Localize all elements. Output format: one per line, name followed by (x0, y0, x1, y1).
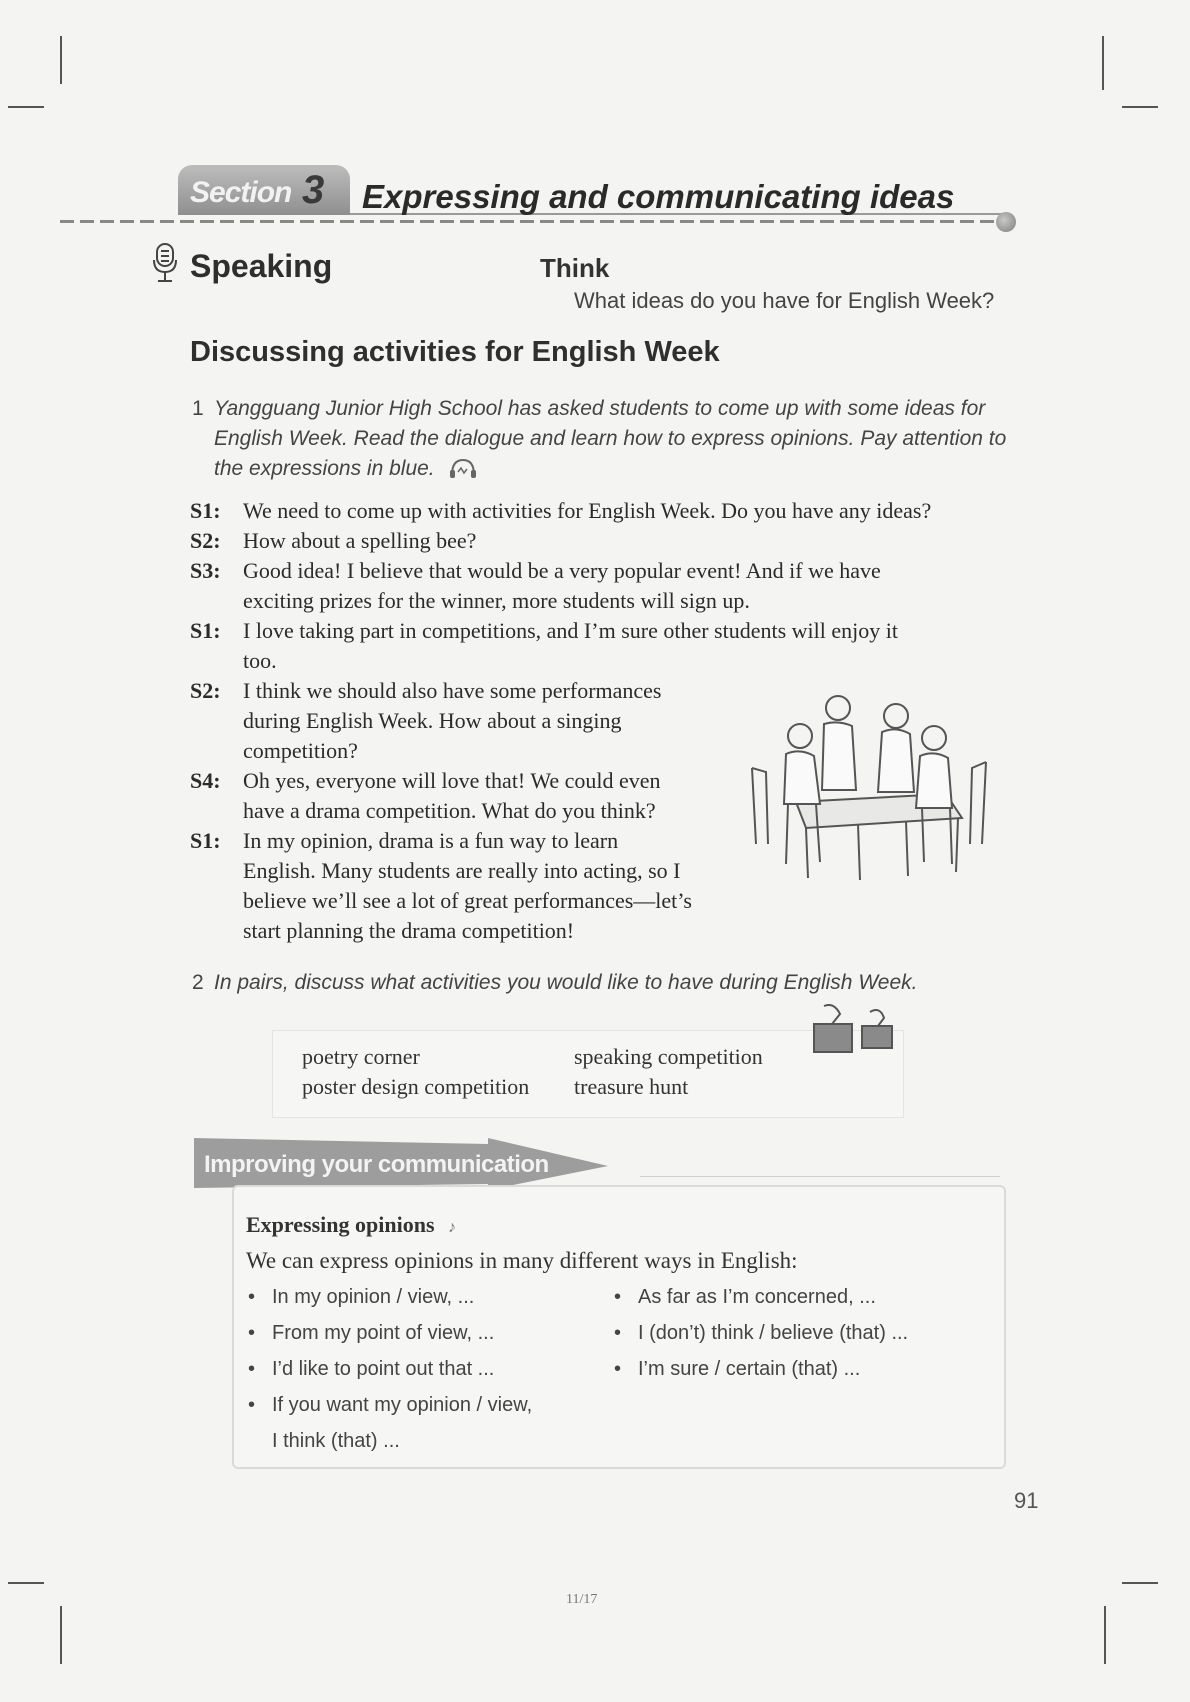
improving-banner-text: Improving your communication (204, 1151, 549, 1178)
opinion-phrase: • From my point of view, ... (248, 1322, 495, 1344)
expressing-opinions-intro: We can express opinions in many different ways in English: (246, 1248, 798, 1273)
crop-mark (1122, 106, 1158, 108)
task2-text: In pairs, discuss what activities you would like to have during English Week. (214, 971, 918, 994)
section-title: Expressing and communicating ideas (362, 178, 955, 215)
task2-instructions (192, 968, 1014, 998)
dialogue-speaker: S2: (190, 678, 221, 703)
section-number: 3 (302, 168, 325, 212)
opinion-phrase: • I’d like to point out that ... (248, 1358, 495, 1380)
crop-mark (1104, 1606, 1106, 1664)
dialogue-line: too. (243, 648, 277, 673)
task1-number: 1 (192, 397, 204, 420)
topic-heading: Discussing activities for English Week (190, 336, 720, 368)
crop-mark (1102, 36, 1104, 90)
dialogue-line: How about a spelling bee? (243, 528, 477, 553)
dialogue-line: competition? (243, 738, 358, 763)
think-label: Think (540, 253, 610, 283)
dialogue-line: Oh yes, everyone will love that! We could even (243, 768, 661, 793)
dialogue-line: during English Week. How about a singing (243, 708, 622, 733)
dialogue-line: start planning the drama competition! (243, 918, 575, 943)
crop-mark (60, 1606, 62, 1664)
task2-number: 2 (192, 971, 204, 994)
task1-instructions (192, 394, 1014, 484)
crop-mark (8, 106, 44, 108)
dialogue-line: In my opinion, drama is a fun way to learn (243, 828, 619, 853)
dialogue-line: believe we’ll see a lot of great performances—let’s (243, 888, 692, 913)
dialogue-line: I love taking part in competitions, and I’m sure other students will enjoy it (243, 618, 898, 643)
headphones-icon[interactable] (448, 457, 478, 479)
opinion-phrase: • I (don’t) think / believe (that) ... (614, 1322, 909, 1344)
footer-page-count: 11/17 (566, 1592, 598, 1607)
opinion-phrase: • If you want my opinion / view, (248, 1394, 533, 1416)
dialogue-line: We need to come up with activities for English Week. Do you have any ideas? (243, 498, 932, 523)
activity-option: poetry corner (302, 1044, 420, 1069)
dialogue-speaker: S1: (190, 618, 221, 643)
dialogue-line: I think we should also have some performances (243, 678, 662, 703)
banner-dashed-line (60, 220, 1010, 223)
dialogue-speaker: S4: (190, 768, 221, 793)
activity-option: poster design competition (302, 1074, 530, 1099)
binder-clip-icon (810, 1004, 896, 1056)
task1-line: English Week. Read the dialogue and learn how to express opinions. Pay attention to (214, 427, 1007, 450)
dialogue-line: exciting prizes for the winner, more students will sign up. (243, 588, 750, 613)
think-question: What ideas do you have for English Week? (574, 288, 995, 313)
audio-icon[interactable]: ♪ (448, 1219, 457, 1236)
dialogue-speaker: S1: (190, 828, 221, 853)
activity-option: treasure hunt (574, 1074, 689, 1099)
dialogue-line: English. Many students are really into acting, so I (243, 858, 681, 883)
improving-divider (640, 1176, 1000, 1177)
dialogue-line: have a drama competition. What do you think? (243, 798, 656, 823)
expressing-opinions-title: Expressing opinions ♪ (246, 1212, 457, 1237)
speaking-heading: Speaking (190, 248, 333, 284)
task1-line: Yangguang Junior High School has asked students to come up with some ideas for (214, 397, 986, 420)
microphone-icon (152, 236, 178, 286)
students-discussion-illustration (746, 694, 998, 886)
opinion-phrase-continued: I think (that) ... (272, 1430, 400, 1452)
dialogue-speaker: S3: (190, 558, 221, 583)
crop-mark (60, 36, 62, 84)
activity-option: speaking competition (574, 1044, 763, 1069)
dialogue-speaker: S1: (190, 498, 221, 523)
opinion-phrase: • As far as I’m concerned, ... (614, 1286, 876, 1308)
banner-dot (996, 212, 1016, 232)
section-label: Section (190, 176, 292, 209)
page-number: 91 (1014, 1488, 1039, 1513)
crop-mark (8, 1582, 44, 1584)
opinion-phrase: • In my opinion / view, ... (248, 1286, 475, 1308)
dialogue-line: Good idea! I believe that would be a very popular event! And if we have (243, 558, 881, 583)
opinion-phrase: • I’m sure / certain (that) ... (614, 1358, 861, 1380)
crop-mark (1122, 1582, 1158, 1584)
task1-line: the expressions in blue. (214, 454, 1014, 484)
dialogue-speaker: S2: (190, 528, 221, 553)
